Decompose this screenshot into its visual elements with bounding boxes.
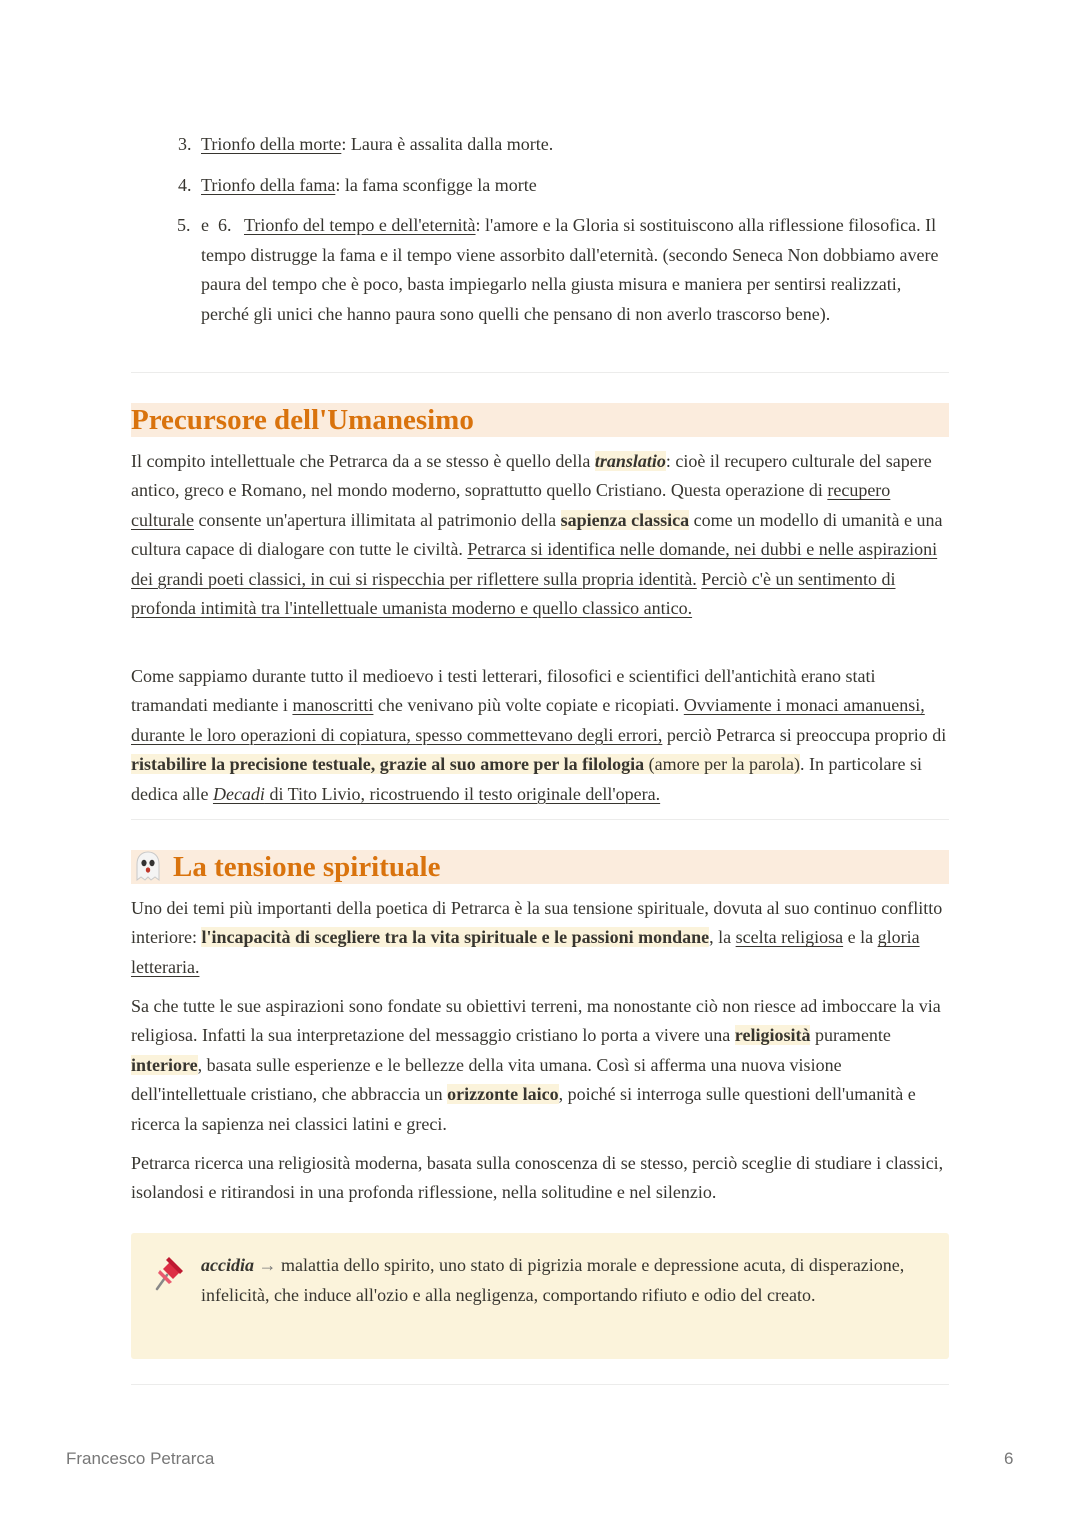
trionfi-list: [131, 130, 949, 340]
underlined-italic-text: Decadi: [212, 783, 265, 804]
list-item-title: Trionfo della morte: [201, 134, 342, 154]
list-item-title: Trionfo della fama: [201, 174, 336, 195]
highlighted-text: sapienza classica: [560, 509, 690, 530]
callout-text: malattia dello spirito, uno stato di pigrizia morale e depressione acuta, di disperazione, infelicità, che induce all'ozio e alla negligenza, comportando rifiuto e odio del creato.: [201, 1255, 905, 1305]
divider: [131, 372, 949, 373]
highlighted-text: l'incapacità di scegliere tra la vita spirituale e le passioni mondane: [201, 927, 710, 948]
text-run: consente un'apertura illimitata al patrimonio della: [193, 509, 561, 530]
underlined-text: scelta religiosa: [735, 927, 844, 948]
list-number: 5.: [177, 215, 191, 235]
text-run: , basata sulle esperienze e le bellezze della vita umana. Così si afferma una nuova visione dell'intellettuale cristiano, che abbraccia un: [131, 1054, 842, 1105]
text-run: Il compito intellettuale che Petrarca da a se stesso è quello della: [131, 451, 595, 471]
text-run: Sa che tutte le sue aspirazioni sono fondate su obiettivi terreni, ma nonostante ciò non riesce ad imboccare la via religiosa. Infatti la sua interpretazione del messaggio cristiano lo porta a vivere una: [131, 996, 941, 1046]
underlined-text: Ovviamente i monaci amanuensi, durante le loro operazioni di copiatura, spesso commettevano degli errori,: [131, 695, 925, 745]
list-item: [131, 130, 949, 160]
text-run: , poiché si interroga sulle questioni dell'umanità e ricerca la sapienza nei classici latini e greci.: [131, 1084, 916, 1134]
text-run: che venivano più volte copiate e ricopiati.: [373, 695, 684, 716]
list-item-text: : la fama sconfigge la morte: [335, 174, 537, 195]
text-run: perciò Petrarca si preoccupa proprio di: [662, 724, 947, 745]
text-run: Uno dei temi più importanti della poetica di Petrarca è la sua tensione spirituale, dovuta al suo continuo conflitto interiore:: [131, 898, 943, 948]
list-number: 3.: [178, 134, 192, 154]
list-item: [131, 211, 949, 329]
paragraph-religiosita: [131, 992, 949, 1139]
list-item-title: Trionfo del tempo e dell'eternità: [244, 215, 476, 235]
footer-title: Francesco Petrarca: [66, 1449, 215, 1468]
underlined-text: recupero culturale: [131, 480, 891, 530]
underlined-text: Petrarca si identifica nelle domande, nei dubbi e nelle aspirazioni dei grandi poeti classici, in cui si rispecchia per riflettere sulla propria identità.: [131, 539, 938, 589]
heading-text: La tensione spirituale: [173, 851, 441, 883]
text-run: e la: [843, 927, 878, 948]
list-item-text: : l'amore e la Gloria si sostituiscono alla riflessione filosofica. Il tempo distrugge la fama e il tempo viene assorbito dall'eternità. (secondo Seneca Non dobbiamo avere paura del tempo che è poco, basta impiegarlo nella giusta misura e maniera per sentirsi realizzati, perché gli unici che hanno paura sono quelli che pensano di non averlo trascorso bene).: [201, 215, 939, 324]
list-item: [131, 171, 949, 201]
text-run: , la: [709, 927, 736, 948]
page-number: 6: [1004, 1449, 1014, 1468]
text-run: : cioè il recupero culturale del sapere antico, greco e Romano, nel mondo moderno, soprattutto quello Cristiano. Questa operazione di: [131, 451, 932, 501]
underlined-text: gloria letteraria.: [131, 927, 920, 977]
highlighted-text: ristabilire la precisione testuale, grazie al suo amore per la filologia: [131, 754, 645, 775]
text-run: come un modello di umanità e una cultura capace di dialogare con tutte le civiltà.: [131, 509, 943, 560]
callout-term: accidia: [201, 1255, 254, 1275]
callout-accidia: [131, 1233, 949, 1359]
underlined-text: manoscritti: [292, 695, 374, 716]
list-number: 4.: [178, 174, 192, 195]
section-heading-tensione: [131, 850, 949, 884]
text-run: puramente: [810, 1025, 891, 1046]
term-translatio: translatio: [594, 451, 666, 471]
highlighted-text: interiore: [131, 1054, 198, 1075]
paragraph-translatio: [131, 447, 949, 623]
text-run: Come sappiamo durante tutto il medioevo i testi letterari, filosofici e scientifici dell'antichità erano stati tramandati mediante i: [131, 666, 876, 716]
highlighted-text: (amore per la parola): [644, 754, 801, 775]
text-run: . In particolare si dedica alle: [131, 754, 922, 804]
section-heading-umanesimo: Precursore dell'Umanesimo: [131, 403, 949, 437]
highlighted-text: orizzonte laico: [447, 1084, 559, 1105]
underlined-text: di Tito Livio, ricostruendo il testo originale dell'opera.: [264, 783, 661, 804]
paragraph-filologia: [131, 662, 949, 809]
underlined-text: Perciò c'è un sentimento di profonda intimità tra l'intellettuale umanista moderno e quello classico antico.: [131, 568, 896, 619]
paragraph-conflitto: [131, 894, 949, 982]
divider: [131, 819, 949, 820]
pushpin-icon: [151, 1255, 185, 1291]
divider: [131, 1384, 949, 1385]
arrow-icon: →: [258, 1255, 277, 1275]
paragraph-solitudine: Petrarca ricerca una religiosità moderna, basata sulla conoscenza di se stesso, perciò sceglie di studiare i classici, isolandosi e ritirandosi in una profonda riflessione, nella solitudine e nel silenzio.: [131, 1153, 944, 1203]
ghost-icon: [131, 850, 165, 884]
list-item-text: : Laura è assalita dalla morte.: [341, 134, 554, 154]
highlighted-text: religiosità: [734, 1025, 811, 1046]
list-item-prefix: e 6.: [201, 215, 236, 235]
